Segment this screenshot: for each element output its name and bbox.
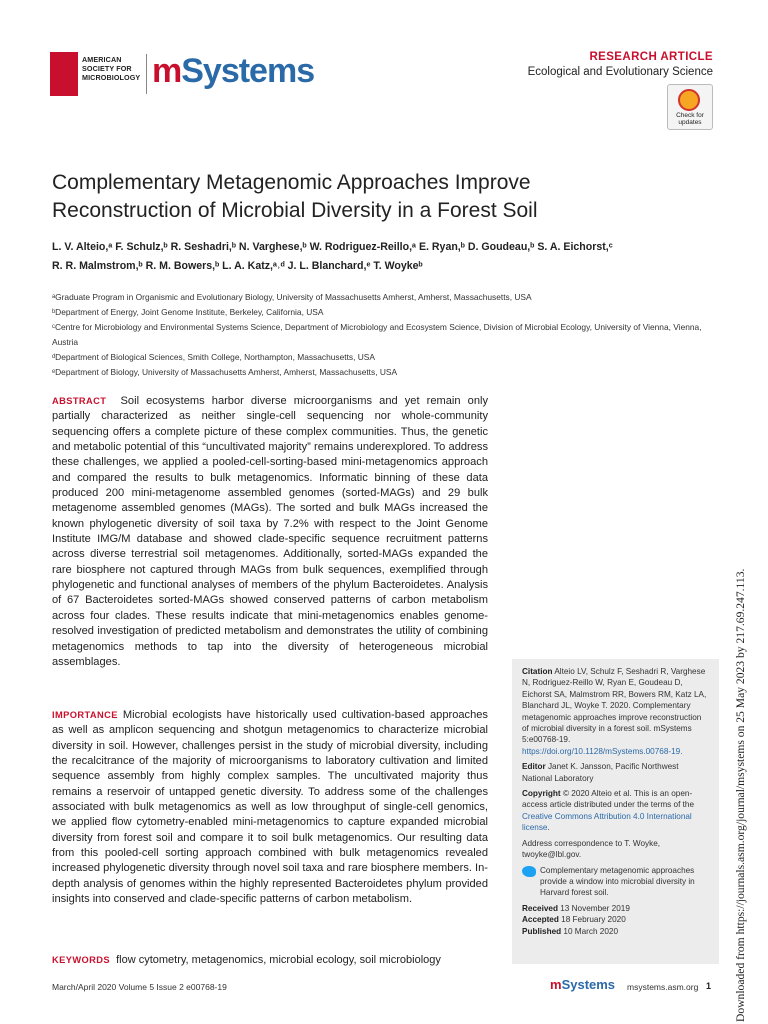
received-date: Received 13 November 2019: [522, 903, 630, 913]
affiliation-item: ᵇDepartment of Energy, Joint Genome Institute, Berkeley, California, USA: [52, 307, 324, 317]
journal-url[interactable]: msystems.asm.org: [627, 982, 699, 992]
accepted-date: Accepted 18 February 2020: [522, 915, 626, 925]
article-info-box: [512, 659, 719, 964]
page-number: 1: [706, 981, 712, 991]
article-type: RESEARCH ARTICLE: [589, 51, 713, 63]
importance-label: IMPORTANCE: [52, 710, 118, 720]
published-date: Published 10 March 2020: [522, 926, 619, 936]
twitter-icon: [522, 866, 536, 877]
asm-logo-text: AMERICAN SOCIETY FOR MICROBIOLOGY: [82, 55, 141, 82]
correspondence: Address correspondence to T. Woyke, twoyke@lbl.gov.: [522, 838, 661, 860]
author-line: R. R. Malmstrom,ᵇ R. M. Bowers,ᵇ L. A. Katz,ᵃ˒ᵈ J. L. Blanchard,ᵉ T. Woykeᵇ: [52, 260, 423, 272]
abstract-text: Soil ecosystems harbor diverse microorganisms and yet remain only partially characterized as neither single-cell sequencing nor whole-community sequencing offers a complete picture of these complex communities. Thus, the genetic and metabolic potential of this “uncultivated majority” remains underexplored. To address these challenges, we applied a pooled-cell-sorting-based mini-metagenomics approach and compared the results to bulk metagenomics. Informatic binning of these data produced 200 mini-metagenome assembled genomes (sorted-MAGs) and 29 bulk metagenome assembled genomes (MAGs). The sorted and bulk MAGs increased the known phylogenetic diversity of soil taxa by 7.2% with respect to the Joint Genome Institute IMG/M database and showed clade-specific sequence recruitment patterns across diverse terrestrial soil metagenomes. Additionally, sorted-MAGs expanded the rare biosphere not captured through MAGs from bulk sequences, exemplified through phylogenetic and functional analyses of members of the phylum Bacteroidetes. Analysis of 67 Bacteroidetes sorted-MAGs showed conserved patterns of carbon metabolism across four clades. These results indicate that mini-metagenomics enables genome-resolved investigation of predicted metabolism and demonstrates the utility of combining metagenomics methods to tap into the diversity of heterogeneous microbial assemblages.: [52, 395, 488, 668]
check-for-updates-badge[interactable]: Check for updates: [667, 84, 713, 130]
article-title: Complementary Metagenomic Approaches Improve Reconstruction of Microbial Diversity in a Forest Soil: [52, 171, 538, 222]
msystems-logo[interactable]: mSystems: [152, 52, 315, 90]
editor: Editor Janet K. Jansson, Pacific Northwest National Laboratory: [522, 762, 679, 783]
importance-text: Microbial ecologists have historically used cultivation-based approaches as well as amplicon sequencing and shotgun metagenomics to characterize microbial diversity in soil. However, challenges persist in the study of microbial diversity, including the recalcitrance of the majority of microorganisms to laboratory cultivation and limited sequence assembly from highly complex samples. The uncultivated majority thus remains a reservoir of untapped genetic diversity. To address some of the challenges associated with bulk metagenomics as well as low throughput of single-cell genomics, we applied flow cytometry-enabled mini-metagenomics to capture expanded microbial diversity from forest soil and compare it to soil bulk metagenomics. Our resulting data from this pooled-cell sorting approach combined with bulk metagenomics revealed increased phylogenetic diversity through novel soil taxa and rare biosphere members. In-depth analysis of genomes within the highly represented Bacteroidetes phylum provided insights into conserved and clade-specific patterns of carbon metabolism.: [52, 709, 488, 906]
author-list: [52, 238, 702, 276]
license-link[interactable]: Creative Commons Attribution 4.0 International license: [522, 811, 692, 833]
importance: [52, 708, 488, 907]
issue-info: March/April 2020 Volume 5 Issue 2 e00768-19: [52, 982, 227, 992]
download-note: Downloaded from https://journals.asm.org/journal/msystems on 25 May 2023 by 217.69.247.113.: [734, 568, 747, 1022]
affiliation-item: ᵃGraduate Program in Organismic and Evolutionary Biology, University of Massachusetts Amherst, Amherst, Massachusetts, USA: [52, 292, 532, 302]
affiliations: [52, 290, 712, 380]
affiliation-item: ᵉDepartment of Biology, University of Massachusetts Amherst, Amherst, Massachusetts, USA: [52, 367, 398, 377]
author-line: L. V. Alteio,ᵃ F. Schulz,ᵇ R. Seshadri,ᵇ N. Varghese,ᵇ W. Rodriguez-Reillo,ᵃ E. Ryan,ᵇ D. Goudeau,ᵇ S. A. Eichorst,ᶜ: [52, 241, 613, 253]
keywords-text: flow cytometry, metagenomics, microbial ecology, soil microbiology: [116, 954, 441, 966]
footer-msystems-logo[interactable]: mSystems: [550, 977, 616, 992]
affiliation-item: ᵈDepartment of Biological Sciences, Smith College, Northampton, Massachusetts, USA: [52, 352, 375, 362]
copyright: Copyright © 2020 Alteio et al. This is an open-access article distributed under the terms of the Creative Commons Attribution 4.0 International license.: [522, 789, 695, 833]
keywords: [52, 954, 488, 966]
logo-divider: [146, 54, 147, 94]
citation: Citation Alteio LV, Schulz F, Seshadri R, Varghese N, Rodriguez-Reillo W, Ryan E, Goudeau D, Eichorst SA, Malmstrom RR, Bowers RM, Katz LA, Blanchard JL, Woyke T. 2020. Complementary metagenomic approaches improve reconstruction of microbial diversity in a forest soil. mSystems 5:e00768-19. https://doi.org/10.1128/mSystems.00768-19.: [522, 667, 707, 756]
asm-logo[interactable]: [50, 52, 140, 98]
asm-flask-icon: [50, 52, 78, 96]
doi-link[interactable]: https://doi.org/10.1128/mSystems.00768-19.: [522, 746, 683, 756]
abstract-label: ABSTRACT: [52, 396, 107, 406]
keywords-label: KEYWORDS: [52, 955, 110, 965]
affiliation-item: ᶜCentre for Microbiology and Environmental Systems Science, Department of Microbiology and Ecosystem Science, Division of Microbial Ecology, University of Vienna, Vienna, Austria: [52, 322, 702, 347]
bookmark-icon: [678, 89, 700, 111]
section-name: Ecological and Evolutionary Science: [527, 66, 713, 78]
abstract: [52, 394, 488, 670]
tweet: Complementary metagenomic approaches provide a window into microbial diversity in Harvard forest soil.: [522, 865, 709, 899]
